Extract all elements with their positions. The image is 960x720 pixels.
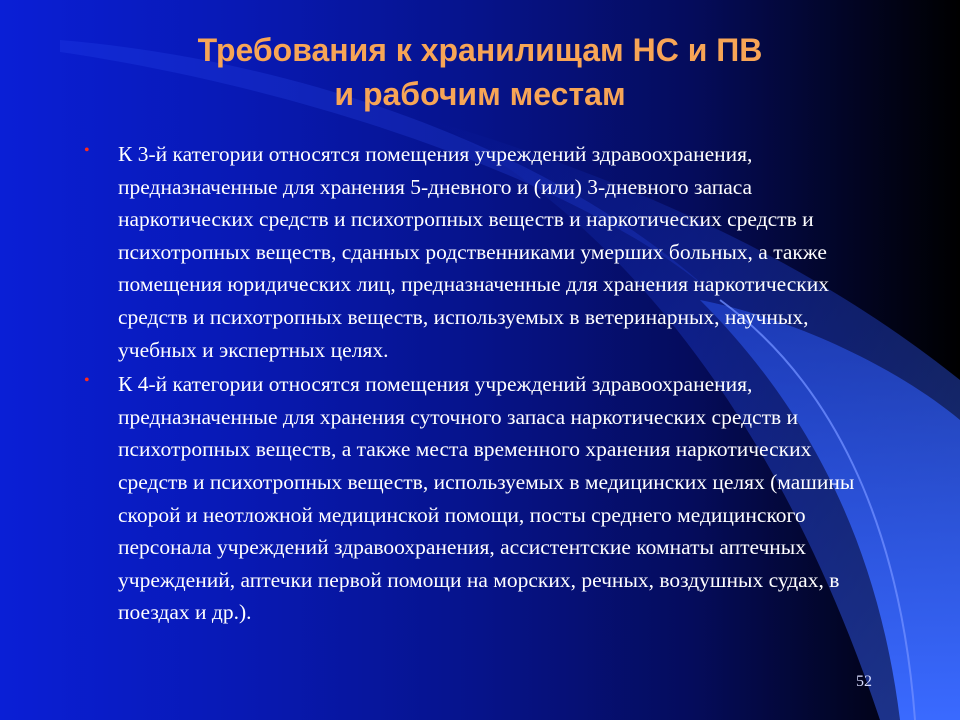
bullet-text: К 3-й категории относятся помещения учреждений здравоохранения, предназначенные для хранения 5-дневного и (или) 3-дневного запаса наркотических средств и психотропных веществ и наркотических средств и психотропных веществ, сданных родственниками умерших больных, а также помещения юридических лиц, предназначенные для хранения наркотических средств и психотропных веществ, используемых в ветеринарных, научных, учебных и экспертных целях. <box>118 142 830 362</box>
bullet-item-category-3 <box>84 138 884 366</box>
slide-title <box>0 28 960 116</box>
title-line-1: Требования к хранилищам НС и ПВ <box>197 32 763 68</box>
page-number: 52 <box>856 673 872 690</box>
bullet-dot-icon: • <box>84 142 90 159</box>
bullet-list <box>84 138 884 629</box>
bullet-dot-icon: • <box>84 372 90 390</box>
title-line-2: и рабочим местам <box>334 76 626 112</box>
bullet-item-category-4 <box>84 368 884 629</box>
bullet-text: К 4-й категории относятся помещения учреждений здравоохранения, предназначенные для хранения суточного запаса наркотических средств и психотропных веществ, а также места временного хранения наркотических средств и психотропных веществ, используемых в медицинских целях (машины скорой и неотложной медицинской помощи, посты среднего медицинского персонала учреждений здравоохранения, ассистентские комнаты аптечных учреждений, аптечки первой помощи на морских, речных, воздушных судах, в поездах и др.). <box>118 372 855 625</box>
